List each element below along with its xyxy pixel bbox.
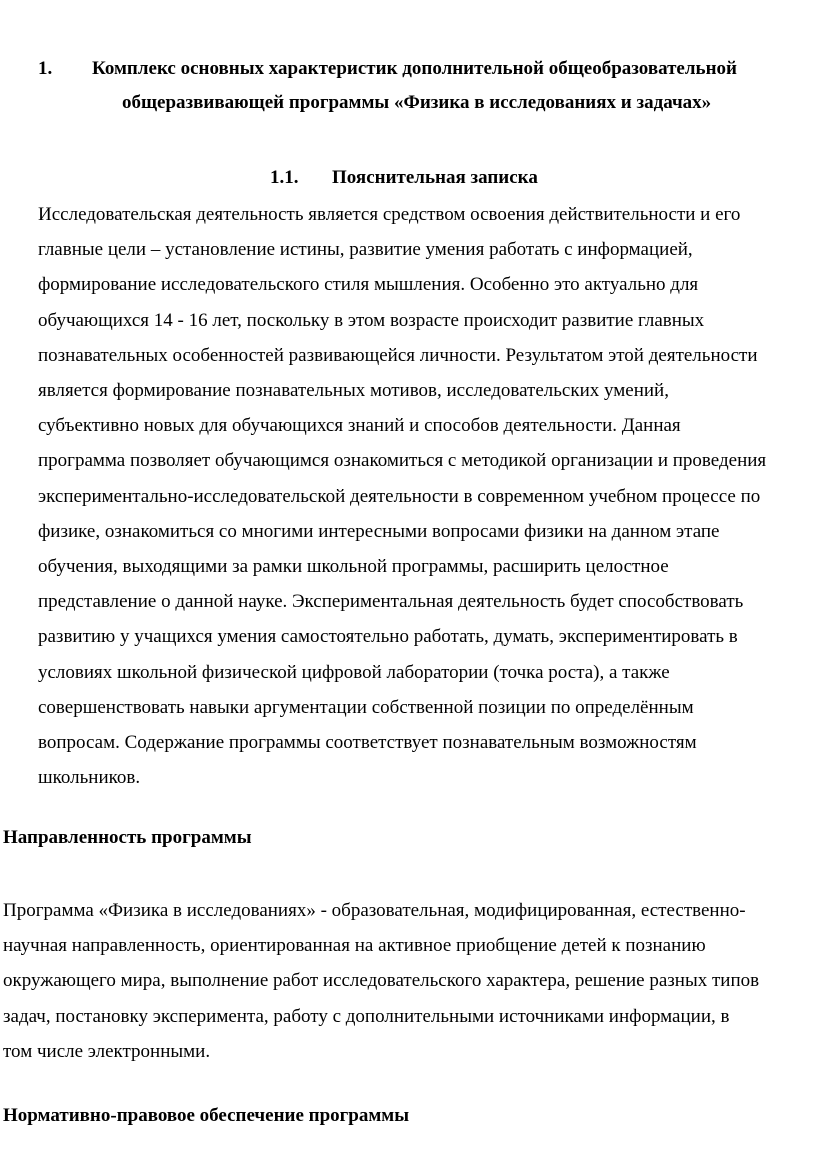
direction-heading: Направленность программы — [3, 827, 252, 848]
paragraph-line: совершенствовать навыки аргументации собственной позиции по определённым — [38, 696, 694, 718]
paragraph-line: представление о данной науке. Экспериментальная деятельность будет способствовать — [38, 591, 744, 613]
subsection-number: 1.1. — [270, 167, 299, 188]
paragraph-line: формирование исследовательского стиля мышления. Особенно это актуально для — [38, 274, 699, 296]
paragraph-line: экспериментально-исследовательской деятельности в современном учебном процессе по — [38, 485, 761, 507]
subsection-heading — [270, 167, 538, 189]
paragraph-line: том числе электронными. — [3, 1040, 211, 1062]
subsection-title: Пояснительная записка — [332, 167, 538, 188]
paragraph-line: главные цели – установление истины, развитие умения работать с информацией, — [38, 239, 693, 261]
paragraph-line: научная направленность, ориентированная на активное приобщение детей к познанию — [3, 935, 706, 957]
paragraph-line: субъективно новых для обучающихся знаний и способов деятельности. Данная — [38, 415, 681, 437]
paragraph-line: физике, ознакомиться со многими интересными вопросами физики на данном этапе — [38, 520, 720, 542]
paragraph-line: условиях школьной физической цифровой лаборатории (точка роста), а также — [38, 661, 670, 683]
paragraph-line: развитию у учащихся умения самостоятельно работать, думать, экспериментировать в — [38, 626, 738, 648]
paragraph-line: программа позволяет обучающимся ознакомиться с методикой организации и проведения — [38, 450, 767, 472]
legal-heading: Нормативно-правовое обеспечение программы — [3, 1105, 410, 1126]
paragraph-line: задач, постановку эксперимента, работу с дополнительными источниками информации, в — [3, 1005, 730, 1027]
paragraph-line: Программа «Физика в исследованиях» - образовательная, модифицированная, естественно- — [3, 900, 746, 921]
paragraph-line: окружающего мира, выполнение работ исследовательского характера, решение разных типов — [3, 970, 760, 992]
paragraph-line: вопросам. Содержание программы соответствует познавательным возможностям — [38, 732, 697, 754]
paragraph-line: Исследовательская деятельность является средством освоения действительности и его — [38, 204, 741, 225]
direction-paragraph — [3, 893, 813, 1069]
paragraph-line: является формирование познавательных мотивов, исследовательских умений, — [38, 380, 669, 402]
title-line-1: Комплекс основных характеристик дополнительной общеобразовательной — [92, 58, 737, 79]
paragraph-line: познавательных особенностей развивающейся личности. Результатом этой деятельности — [38, 344, 758, 366]
paragraph-line: обучающихся 14 - 16 лет, поскольку в этом возрасте происходит развитие главных — [38, 309, 705, 331]
paragraph-line: школьников. — [38, 767, 141, 789]
intro-paragraph — [38, 197, 814, 795]
title-line-2: общеразвивающей программы «Физика в исследованиях и задачах» — [122, 92, 712, 113]
title-number: 1. — [38, 58, 53, 79]
paragraph-line: обучения, выходящими за рамки школьной программы, расширить целостное — [38, 556, 669, 578]
